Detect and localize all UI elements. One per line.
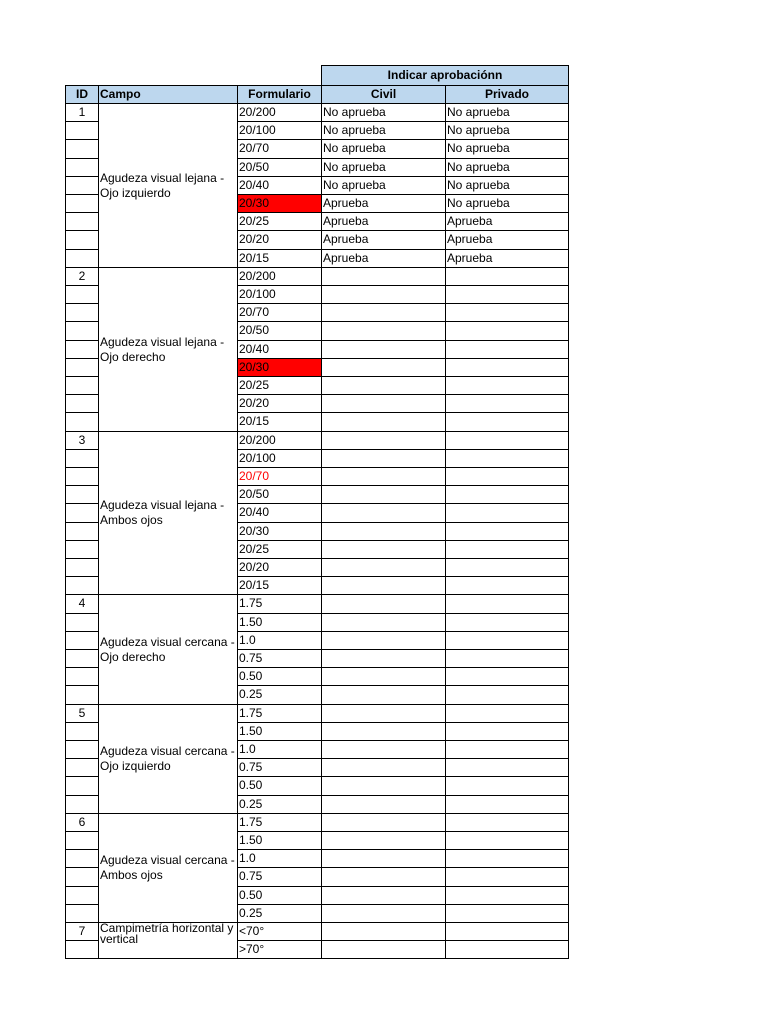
civil-cell[interactable]: Aprueba — [321, 249, 446, 268]
privado-cell[interactable] — [445, 922, 569, 941]
id-cell[interactable] — [65, 522, 99, 541]
formulario-cell[interactable]: 20/70 — [237, 467, 322, 486]
formulario-cell[interactable]: 1.0 — [237, 849, 322, 868]
id-cell[interactable] — [65, 212, 99, 231]
id-cell[interactable] — [65, 194, 99, 213]
formulario-cell[interactable]: 0.75 — [237, 649, 322, 668]
civil-cell[interactable]: No aprueba — [321, 158, 446, 177]
civil-cell[interactable] — [321, 467, 446, 486]
privado-cell[interactable] — [445, 613, 569, 632]
formulario-cell[interactable]: 20/20 — [237, 230, 322, 250]
civil-cell[interactable] — [321, 522, 446, 541]
privado-cell[interactable] — [445, 867, 569, 887]
formulario-cell[interactable]: 20/200 — [237, 103, 322, 122]
civil-cell[interactable] — [321, 940, 446, 959]
privado-cell[interactable]: No aprueba — [445, 158, 569, 177]
id-cell[interactable] — [65, 558, 99, 577]
civil-cell[interactable] — [321, 886, 446, 905]
civil-cell[interactable] — [321, 285, 446, 304]
id-cell[interactable] — [65, 394, 99, 413]
id-cell[interactable] — [65, 904, 99, 923]
civil-cell[interactable] — [321, 267, 446, 286]
formulario-cell[interactable]: <70° — [237, 922, 322, 941]
privado-cell[interactable] — [445, 722, 569, 741]
formulario-cell[interactable]: 1.75 — [237, 813, 322, 832]
formulario-cell[interactable]: 1.50 — [237, 613, 322, 632]
privado-cell[interactable]: Aprueba — [445, 230, 569, 250]
formulario-cell[interactable]: 20/30 — [237, 194, 322, 213]
privado-cell[interactable]: No aprueba — [445, 176, 569, 195]
civil-cell[interactable] — [321, 358, 446, 377]
id-cell[interactable] — [65, 722, 99, 741]
privado-cell[interactable] — [445, 849, 569, 868]
privado-cell[interactable] — [445, 649, 569, 668]
header-formulario: Formulario — [237, 85, 322, 104]
formulario-cell[interactable]: 0.25 — [237, 904, 322, 923]
privado-cell[interactable]: No aprueba — [445, 103, 569, 122]
id-cell[interactable] — [65, 121, 99, 140]
id-cell[interactable] — [65, 649, 99, 668]
privado-cell[interactable] — [445, 321, 569, 341]
privado-cell[interactable] — [445, 576, 569, 595]
formulario-cell[interactable]: 20/25 — [237, 540, 322, 559]
id-cell[interactable] — [65, 158, 99, 177]
civil-cell[interactable] — [321, 649, 446, 668]
formulario-cell[interactable]: 20/70 — [237, 303, 322, 322]
id-cell[interactable] — [65, 831, 99, 850]
civil-cell[interactable]: No aprueba — [321, 103, 446, 122]
header-id: ID — [65, 85, 99, 104]
id-cell[interactable] — [65, 285, 99, 304]
privado-cell[interactable] — [445, 758, 569, 777]
header-civil: Civil — [321, 85, 446, 104]
privado-cell[interactable] — [445, 358, 569, 377]
formulario-cell[interactable]: 0.25 — [237, 685, 322, 705]
formulario-cell[interactable]: 20/15 — [237, 249, 322, 268]
civil-cell[interactable] — [321, 540, 446, 559]
privado-cell[interactable] — [445, 412, 569, 432]
campo-cell[interactable]: Agudeza visual cercana - Ambos ojos — [98, 813, 238, 923]
formulario-cell[interactable]: 0.75 — [237, 758, 322, 777]
civil-cell[interactable] — [321, 431, 446, 450]
campo-cell[interactable]: Agudeza visual lejana - Ojo derecho — [98, 267, 238, 432]
privado-cell[interactable] — [445, 449, 569, 468]
privado-cell[interactable] — [445, 431, 569, 450]
formulario-cell[interactable]: 20/15 — [237, 576, 322, 595]
civil-cell[interactable] — [321, 867, 446, 887]
campo-cell[interactable]: Agudeza visual lejana - Ojo izquierdo — [98, 103, 238, 268]
id-cell[interactable] — [65, 503, 99, 523]
civil-cell[interactable]: Aprueba — [321, 212, 446, 231]
id-cell[interactable] — [65, 576, 99, 595]
formulario-cell[interactable]: 20/200 — [237, 431, 322, 450]
civil-cell[interactable] — [321, 667, 446, 686]
id-cell[interactable] — [65, 303, 99, 322]
id-cell[interactable]: 6 — [65, 813, 99, 832]
civil-cell[interactable]: Aprueba — [321, 194, 446, 213]
privado-cell[interactable] — [445, 594, 569, 614]
formulario-cell[interactable]: 0.75 — [237, 867, 322, 887]
privado-cell[interactable] — [445, 394, 569, 413]
formulario-cell[interactable]: 20/25 — [237, 376, 322, 395]
id-cell[interactable]: 3 — [65, 431, 99, 450]
civil-cell[interactable] — [321, 704, 446, 723]
civil-cell[interactable] — [321, 594, 446, 614]
civil-cell[interactable] — [321, 922, 446, 941]
id-cell[interactable] — [65, 176, 99, 195]
privado-cell[interactable]: Aprueba — [445, 249, 569, 268]
civil-cell[interactable] — [321, 849, 446, 868]
formulario-cell[interactable]: 20/100 — [237, 285, 322, 304]
id-cell[interactable]: 4 — [65, 594, 99, 614]
privado-cell[interactable] — [445, 631, 569, 650]
civil-cell[interactable] — [321, 303, 446, 322]
id-cell[interactable] — [65, 849, 99, 868]
privado-cell[interactable] — [445, 704, 569, 723]
civil-cell[interactable] — [321, 740, 446, 759]
privado-cell[interactable] — [445, 667, 569, 686]
privado-cell[interactable] — [445, 340, 569, 359]
formulario-cell[interactable]: 20/20 — [237, 558, 322, 577]
formulario-cell[interactable]: 20/30 — [237, 522, 322, 541]
privado-cell[interactable] — [445, 558, 569, 577]
formulario-cell[interactable]: 20/70 — [237, 139, 322, 159]
formulario-cell[interactable]: 0.50 — [237, 886, 322, 905]
id-cell[interactable] — [65, 886, 99, 905]
privado-cell[interactable] — [445, 267, 569, 286]
civil-cell[interactable] — [321, 631, 446, 650]
id-cell[interactable] — [65, 485, 99, 504]
id-cell[interactable] — [65, 940, 99, 959]
civil-cell[interactable] — [321, 321, 446, 341]
id-cell[interactable] — [65, 631, 99, 650]
formulario-cell[interactable]: 20/25 — [237, 212, 322, 231]
civil-cell[interactable] — [321, 685, 446, 705]
id-cell[interactable] — [65, 249, 99, 268]
formulario-cell[interactable]: 1.50 — [237, 831, 322, 850]
civil-cell[interactable] — [321, 503, 446, 523]
formulario-cell[interactable]: 1.0 — [237, 740, 322, 759]
campo-cell[interactable]: Agudeza visual cercana - Ojo izquierdo — [98, 704, 238, 814]
formulario-cell[interactable]: 20/30 — [237, 358, 322, 377]
id-cell[interactable] — [65, 740, 99, 759]
id-cell[interactable] — [65, 613, 99, 632]
privado-cell[interactable] — [445, 831, 569, 850]
formulario-cell[interactable]: 0.25 — [237, 795, 322, 814]
formulario-cell[interactable]: 20/50 — [237, 158, 322, 177]
formulario-cell[interactable]: 20/100 — [237, 121, 322, 140]
formulario-cell[interactable]: 1.75 — [237, 704, 322, 723]
formulario-cell[interactable]: 1.50 — [237, 722, 322, 741]
campo-cell[interactable]: Agudeza visual cercana - Ojo derecho — [98, 594, 238, 705]
formulario-cell[interactable]: 20/40 — [237, 503, 322, 523]
privado-cell[interactable] — [445, 740, 569, 759]
civil-cell[interactable] — [321, 412, 446, 432]
privado-cell[interactable] — [445, 485, 569, 504]
civil-cell[interactable] — [321, 722, 446, 741]
id-cell[interactable]: 1 — [65, 103, 99, 122]
privado-cell[interactable] — [445, 940, 569, 959]
privado-cell[interactable] — [445, 813, 569, 832]
formulario-cell[interactable]: 20/100 — [237, 449, 322, 468]
formulario-cell[interactable]: 20/20 — [237, 394, 322, 413]
privado-cell[interactable] — [445, 795, 569, 814]
formulario-cell[interactable]: 20/40 — [237, 176, 322, 195]
privado-cell[interactable] — [445, 685, 569, 705]
privado-cell[interactable] — [445, 522, 569, 541]
civil-cell[interactable] — [321, 776, 446, 796]
civil-cell[interactable]: No aprueba — [321, 176, 446, 195]
campo-cell[interactable]: Campimetría horizontal y vertical — [98, 922, 238, 959]
id-cell[interactable]: 7 — [65, 922, 99, 941]
id-cell[interactable] — [65, 467, 99, 486]
civil-cell[interactable] — [321, 831, 446, 850]
id-cell[interactable]: 5 — [65, 704, 99, 723]
id-cell[interactable] — [65, 376, 99, 395]
id-cell[interactable] — [65, 867, 99, 887]
privado-cell[interactable] — [445, 886, 569, 905]
civil-cell[interactable]: No aprueba — [321, 139, 446, 159]
id-cell[interactable] — [65, 685, 99, 705]
id-cell[interactable] — [65, 449, 99, 468]
civil-cell[interactable]: Aprueba — [321, 230, 446, 250]
privado-cell[interactable] — [445, 303, 569, 322]
formulario-cell[interactable]: 0.50 — [237, 776, 322, 796]
civil-cell[interactable] — [321, 576, 446, 595]
header-group-aprobacion: Indicar aprobaciónn — [321, 65, 569, 86]
formulario-cell[interactable]: >70° — [237, 940, 322, 959]
formulario-cell[interactable]: 1.0 — [237, 631, 322, 650]
civil-cell[interactable] — [321, 394, 446, 413]
civil-cell[interactable] — [321, 613, 446, 632]
privado-cell[interactable] — [445, 285, 569, 304]
privado-cell[interactable] — [445, 503, 569, 523]
privado-cell[interactable] — [445, 540, 569, 559]
civil-cell[interactable]: No aprueba — [321, 121, 446, 140]
header-campo: Campo — [98, 85, 238, 104]
header-privado: Privado — [445, 85, 569, 104]
campo-cell[interactable]: Agudeza visual lejana - Ambos ojos — [98, 431, 238, 595]
formulario-cell[interactable]: 20/50 — [237, 485, 322, 504]
privado-cell[interactable] — [445, 467, 569, 486]
privado-cell[interactable]: Aprueba — [445, 212, 569, 231]
civil-cell[interactable] — [321, 795, 446, 814]
civil-cell[interactable] — [321, 758, 446, 777]
privado-cell[interactable]: No aprueba — [445, 121, 569, 140]
privado-cell[interactable] — [445, 904, 569, 923]
civil-cell[interactable] — [321, 558, 446, 577]
privado-cell[interactable] — [445, 376, 569, 395]
civil-cell[interactable] — [321, 376, 446, 395]
id-cell[interactable] — [65, 776, 99, 796]
privado-cell[interactable]: No aprueba — [445, 194, 569, 213]
id-cell[interactable] — [65, 412, 99, 432]
formulario-cell[interactable]: 20/40 — [237, 340, 322, 359]
civil-cell[interactable] — [321, 485, 446, 504]
id-cell[interactable] — [65, 667, 99, 686]
id-cell[interactable] — [65, 358, 99, 377]
id-cell[interactable] — [65, 758, 99, 777]
id-cell[interactable] — [65, 795, 99, 814]
id-cell[interactable] — [65, 139, 99, 159]
formulario-cell[interactable]: 0.50 — [237, 667, 322, 686]
formulario-cell[interactable]: 20/50 — [237, 321, 322, 341]
privado-cell[interactable]: No aprueba — [445, 139, 569, 159]
id-cell[interactable] — [65, 321, 99, 341]
id-cell[interactable] — [65, 540, 99, 559]
formulario-cell[interactable]: 1.75 — [237, 594, 322, 614]
formulario-cell[interactable]: 20/15 — [237, 412, 322, 432]
id-cell[interactable]: 2 — [65, 267, 99, 286]
civil-cell[interactable] — [321, 340, 446, 359]
formulario-cell[interactable]: 20/200 — [237, 267, 322, 286]
id-cell[interactable] — [65, 230, 99, 250]
privado-cell[interactable] — [445, 776, 569, 796]
civil-cell[interactable] — [321, 904, 446, 923]
civil-cell[interactable] — [321, 813, 446, 832]
id-cell[interactable] — [65, 340, 99, 359]
civil-cell[interactable] — [321, 449, 446, 468]
